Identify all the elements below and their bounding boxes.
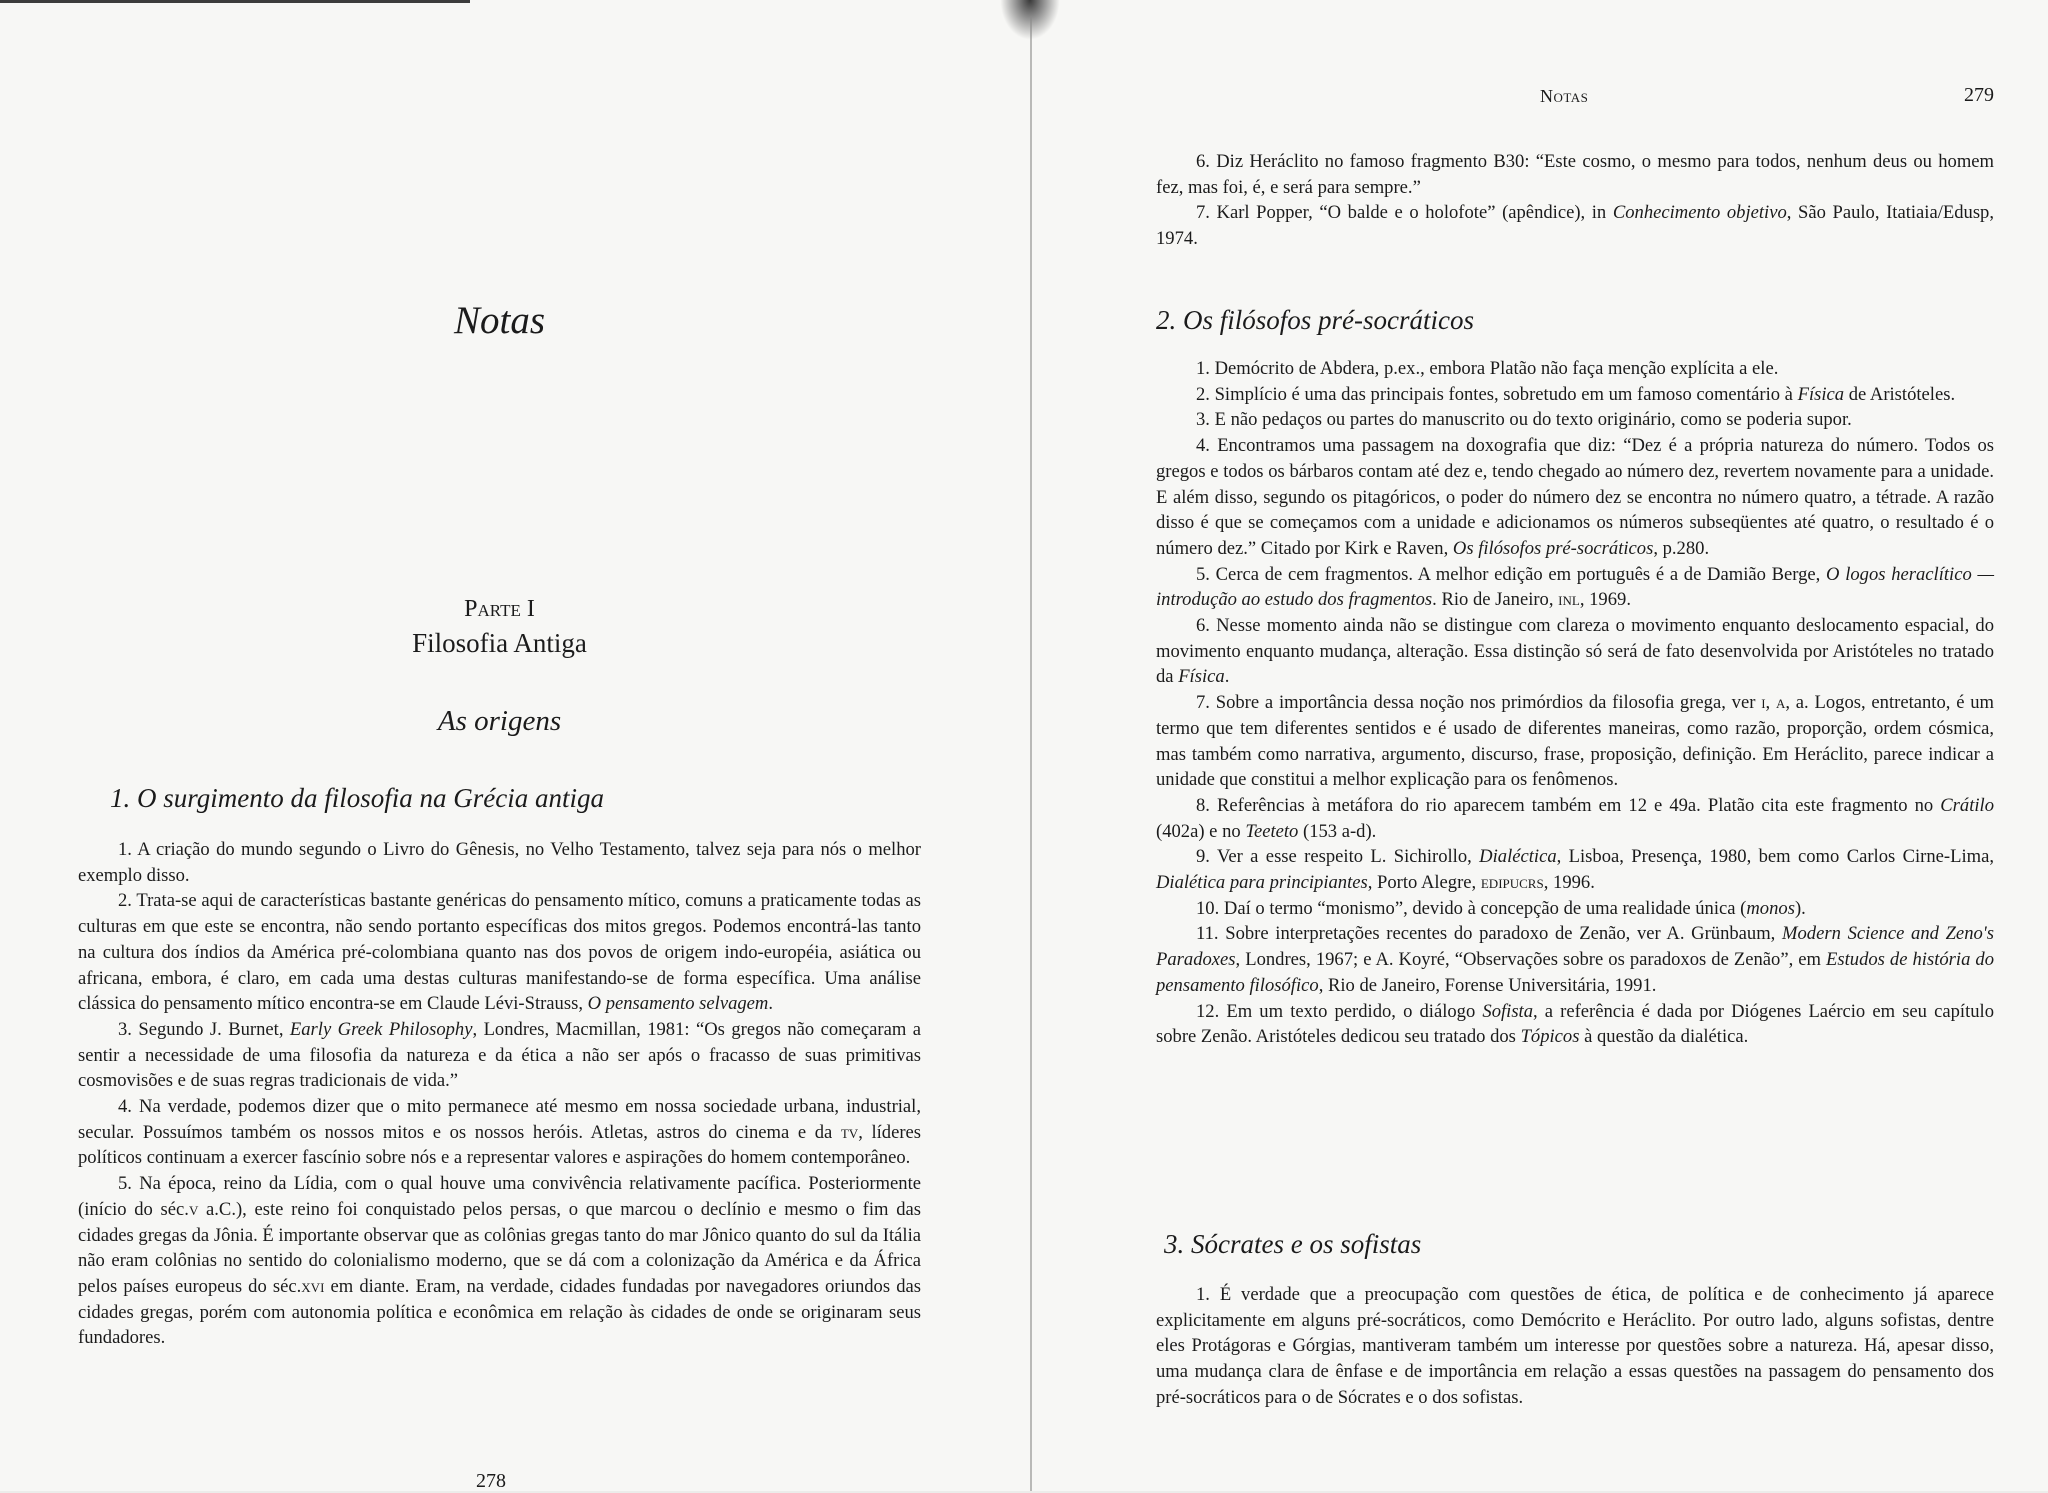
note-text: 1. É verdade que a preocupação com questões de ética, de política e de conhecimento já aparece explicitamente em alguns pré-socráticos, como Demócrito e Heráclito. Por outro lado, alguns sofistas, dentre eles Protágoras e Górgias, mantiveram também um interesse por questões sobre a natureza. Há, apesar disso, uma mudança clara de ênfase e de importância em relação a essas questões na passagem do pensamento dos pré-socráticos para o de Sócrates e o dos sofistas. bbox=[1156, 1284, 1994, 1408]
note-emphasis: Modern Science and Zeno's Paradoxes bbox=[1156, 923, 1994, 971]
note-text: 3. Segundo J. Burnet, bbox=[118, 1018, 290, 1040]
note-text: 5. Na época, reino da Lídia, com o qual houve uma convivência relativamente pacífica. Posteriormente (início do séc. bbox=[78, 1173, 921, 1220]
note-item bbox=[78, 1094, 921, 1171]
top-edge-rule bbox=[0, 0, 470, 3]
note-emphasis: Os filósofos pré-socráticos bbox=[1452, 537, 1654, 559]
note-text: em diante. Eram, na verdade, cidades fundadas por navegadores oriundos das cidades gregas, porém com autonomia política e econômica em relação às cidades de onde se originaram seus fundadores. bbox=[78, 1275, 921, 1349]
note-text: . Rio de Janeiro, bbox=[1432, 589, 1559, 611]
note-item bbox=[1156, 690, 1994, 793]
note-text: , Porto Alegre, bbox=[1367, 872, 1481, 894]
subsection-title: 1. O surgimento da filosofia na Grécia antiga bbox=[110, 783, 604, 813]
page-number-left: 278 bbox=[476, 1470, 506, 1492]
note-item bbox=[78, 1171, 921, 1351]
page-number-right: 279 bbox=[1964, 84, 1994, 106]
note-emphasis: Conhecimento objetivo bbox=[1612, 202, 1787, 224]
note-emphasis: Dialéctica bbox=[1479, 846, 1557, 868]
note-text: 4. Na verdade, podemos dizer que o mito permanece até mesmo em nossa sociedade urbana, industrial, secular. Possuímos também os nossos mitos e os nossos heróis. Atletas, astros do cinema e da bbox=[78, 1096, 921, 1143]
note-emphasis: O pensamento selvagem bbox=[587, 993, 769, 1015]
note-emphasis: Dialética para principiantes bbox=[1156, 872, 1368, 894]
section-title: As origens bbox=[437, 705, 562, 737]
note-item bbox=[1156, 382, 1994, 408]
note-text: . bbox=[1224, 666, 1230, 688]
chapter-title: Notas bbox=[453, 299, 546, 342]
note-text: ). bbox=[1794, 897, 1806, 919]
note-emphasis: Estudos de história do pensamento filosófico bbox=[1156, 949, 1994, 996]
note-item bbox=[1156, 200, 1994, 251]
note-item bbox=[1156, 793, 1994, 844]
notes-list-chapter1-continued bbox=[1156, 149, 1994, 252]
gutter-shadow bbox=[1000, 0, 1060, 40]
note-item bbox=[1156, 999, 1994, 1050]
note-item bbox=[1156, 921, 1994, 998]
note-emphasis: v bbox=[188, 1198, 199, 1220]
note-text: 10. Daí o termo “monismo”, devido à concepção de uma realidade única ( bbox=[1196, 897, 1747, 919]
section3-title: 3. Sócrates e os sofistas bbox=[1164, 1229, 1422, 1259]
note-item bbox=[1156, 844, 1994, 895]
note-text: 2. Simplício é uma das principais fontes, sobretudo em um famoso comentário à bbox=[1196, 383, 1798, 405]
note-emphasis: O logos heraclítico — introdução ao estudo dos fragmentos bbox=[1156, 563, 1994, 611]
note-text: 1. A criação do mundo segundo o Livro do Gênesis, no Velho Testamento, talvez seja para nós o melhor exemplo disso. bbox=[78, 839, 921, 886]
note-emphasis: Física bbox=[1178, 666, 1225, 688]
note-text: 6. Diz Heráclito no famoso fragmento B30: “Este cosmo, o mesmo para todos, nenhum deus ou homem fez, mas foi, é, e será para sempre.” bbox=[1156, 151, 1994, 198]
note-text: , p.280. bbox=[1653, 537, 1710, 559]
note-text: (402a) e no bbox=[1156, 820, 1246, 842]
note-item bbox=[78, 1017, 921, 1094]
right-page bbox=[1030, 0, 2048, 1491]
note-emphasis: Crátilo bbox=[1940, 794, 1994, 816]
note-item bbox=[1156, 613, 1994, 690]
note-text: 8. Referências à metáfora do rio aparecem também em 12 e 49a. Platão cita este fragmento no bbox=[1196, 794, 1941, 816]
note-text: . bbox=[768, 993, 774, 1015]
note-text: 11. Sobre interpretações recentes do paradoxo de Zenão, ver A. Grünbaum, bbox=[1196, 923, 1783, 945]
note-emphasis: tv bbox=[840, 1121, 859, 1143]
note-text: 3. E não pedaços ou partes do manuscrito ou do texto originário, como se poderia supor. bbox=[1196, 409, 1852, 431]
note-emphasis: inl bbox=[1558, 589, 1580, 611]
note-item bbox=[1156, 1282, 1994, 1411]
note-text: , líderes políticos continuam a exercer fascínio sobre nós e a representar valores e aspirações do homem contemporâneo. bbox=[78, 1121, 922, 1169]
note-text: 9. Ver a esse respeito L. Sichirollo, bbox=[1196, 846, 1480, 868]
part-label: Parte I bbox=[464, 596, 535, 622]
note-text: , Lisboa, Presença, 1980, bem como Carlos Cirne-Lima, bbox=[1556, 846, 1995, 868]
note-item bbox=[1156, 896, 1994, 922]
note-emphasis: Sofista bbox=[1482, 1000, 1534, 1022]
note-emphasis: xvi bbox=[301, 1275, 325, 1297]
note-item bbox=[1156, 356, 1994, 382]
note-text: a.C.), este reino foi conquistado pelos persas, o que marcou o declínio e mesmo o fim das cidades gregas da Jônia. É importante observar que as colônias gregas tanto do mar Jônico quanto do sul da Itália não eram colônias no sentido do colonialismo moderno, que se dá com a colonização da América e da África pelos países europeus do séc. bbox=[78, 1198, 921, 1297]
note-text: de Aristóteles. bbox=[1844, 383, 1956, 405]
note-emphasis: Teeteto bbox=[1245, 820, 1299, 842]
note-text: 6. Nesse momento ainda não se distingue com clareza o movimento enquanto deslocamento espacial, do movimento enquanto mudança, alteração. Essa distinção só será de fato desenvolvida por Aristóteles no tratado da bbox=[1156, 615, 1994, 688]
note-emphasis: monos bbox=[1746, 897, 1795, 919]
note-item bbox=[1156, 149, 1994, 200]
note-text: , Londres, Macmillan, 1981: “Os gregos não começaram a sentir a necessidade de uma filosofia da natureza e da ética a não ser após o fracasso de suas primitivas cosmovisões e de suas regras tradicionais de vida.” bbox=[78, 1018, 921, 1092]
note-emphasis: edipucrs bbox=[1480, 872, 1544, 894]
note-text: 2. Trata-se aqui de características bastante genéricas do pensamento mítico, comuns a praticamente todas as culturas em que este se encontra, não sendo portanto específicas dos mitos gregos. Podemos encontrá-las tanto na cultura dos índios da América pré-colombiana quanto nas dos povos de origem indo-européia, asiática ou africana, embora, é claro, em cada uma destas culturas manifestando-se de forma específica. Uma análise clássica do pensamento mítico encontra-se em Claude Lévi-Strauss, bbox=[78, 890, 921, 1015]
note-text: 7. Sobre a importância dessa noção nos primórdios da filosofia grega, ver bbox=[1196, 692, 1762, 714]
note-text: 12. Em um texto perdido, o diálogo bbox=[1196, 1000, 1483, 1022]
running-header: Notas bbox=[1540, 86, 1589, 106]
note-item bbox=[1156, 433, 1994, 562]
note-emphasis: Early Greek Philosophy bbox=[289, 1018, 473, 1040]
part-title: Filosofia Antiga bbox=[412, 628, 587, 658]
section2-title: 2. Os filósofos pré-socráticos bbox=[1156, 305, 1475, 335]
notes-list-section1 bbox=[78, 837, 921, 1351]
note-text: , São Paulo, Itatiaia/Edusp, 1974. bbox=[1156, 202, 1995, 250]
note-item bbox=[78, 888, 921, 1017]
note-text: , Londres, 1967; e A. Koyré, “Observações sobre os paradoxos de Zenão”, em bbox=[1235, 949, 1827, 971]
note-emphasis: Física bbox=[1797, 383, 1845, 405]
note-text: à questão da dialética. bbox=[1579, 1026, 1749, 1048]
note-text: 7. Karl Popper, “O balde e o holofote” (apêndice), in bbox=[1196, 202, 1613, 224]
notes-list-section3 bbox=[1156, 1282, 1994, 1411]
note-text: , a. Logos, entretanto, é um termo que tem diferentes sentidos e é usado de diferentes maneiras, como razão, proporção, ordem cósmica, mas também como narrativa, argumento, discurso, frase, proposição, definição. Em Heráclito, parece indicar a unidade que constitui a melhor explicação para os fenômenos. bbox=[1156, 692, 1994, 791]
note-item bbox=[1156, 407, 1994, 433]
notes-list-section2 bbox=[1156, 356, 1994, 1050]
note-text: , 1996. bbox=[1543, 872, 1595, 894]
note-text: (153 a-d). bbox=[1298, 820, 1377, 842]
note-item bbox=[1156, 562, 1994, 613]
note-text: 1. Demócrito de Abdera, p.ex., embora Platão não faça menção explícita a ele. bbox=[1196, 358, 1779, 379]
note-emphasis: i, a bbox=[1761, 692, 1786, 714]
note-text: 5. Cerca de cem fragmentos. A melhor edição em português é a de Damião Berge, bbox=[1196, 563, 1827, 585]
note-item bbox=[78, 837, 921, 888]
note-emphasis: Tópicos bbox=[1520, 1026, 1580, 1048]
note-text: , 1969. bbox=[1579, 589, 1631, 611]
note-text: , Rio de Janeiro, Forense Universitária, 1991. bbox=[1318, 974, 1657, 996]
note-text: , a referência é dada por Diógenes Laércio em seu capítulo sobre Zenão. Aristóteles dedicou seu tratado dos bbox=[1156, 1000, 1994, 1048]
note-text: 4. Encontramos uma passagem na doxografia que diz: “Dez é a própria natureza do número. Todos os gregos e todos os bárbaros contam até dez e, tendo chegado ao número dez, revertem novamente para a unidade. E além disso, segundo os pitagóricos, o poder do número dez se encontra no número quatro, a tétrade. A razão disso é que se começamos com a unidade e adicionamos os números subseqüentes até quatro, o resultado é o número dez.” Citado por Kirk e Raven, bbox=[1156, 435, 1994, 559]
